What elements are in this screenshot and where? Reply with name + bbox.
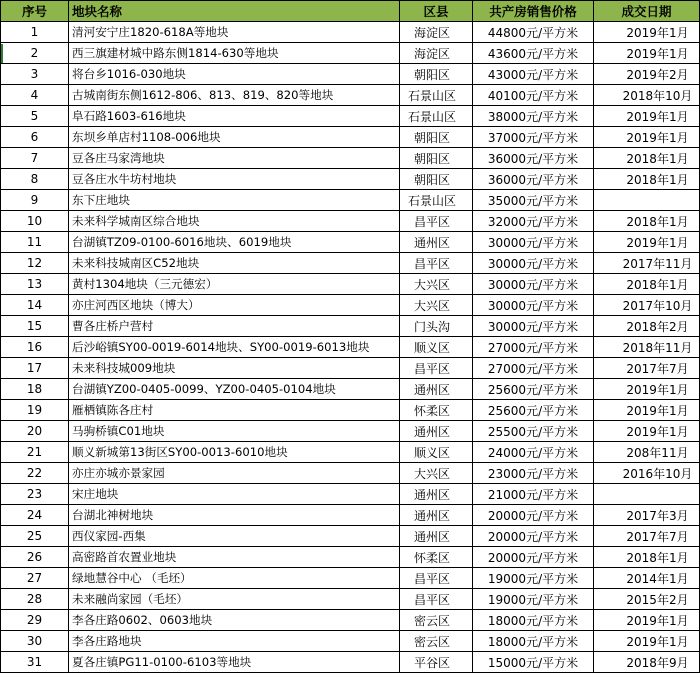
header-name[interactable]: 地块名称	[69, 1, 400, 22]
cell-date[interactable]: 2018年9月	[594, 652, 700, 673]
cell-name[interactable]: 台湖镇YZ00-0405-0099、YZ00-0405-0104地块	[69, 379, 400, 400]
cell-district[interactable]: 昌平区	[400, 253, 473, 274]
cell-district[interactable]: 大兴区	[400, 295, 473, 316]
cell-date[interactable]: 2017年7月	[594, 526, 700, 547]
cell-name[interactable]: 曹各庄桥户营村	[69, 316, 400, 337]
cell-name[interactable]: 豆各庄水牛坊村地块	[69, 169, 400, 190]
cell-date[interactable]: 2018年1月	[594, 148, 700, 169]
cell-seq[interactable]: 18	[1, 379, 69, 400]
cell-seq[interactable]: 7	[1, 148, 69, 169]
cell-name[interactable]: 西仪家园-西集	[69, 526, 400, 547]
cell-price[interactable]: 30000元/平方米	[473, 232, 594, 253]
cell-district[interactable]: 朝阳区	[400, 169, 473, 190]
cell-price[interactable]: 18000元/平方米	[473, 610, 594, 631]
cell-seq[interactable]: 20	[1, 421, 69, 442]
cell-district[interactable]: 通州区	[400, 505, 473, 526]
cell-district[interactable]: 顺义区	[400, 337, 473, 358]
cell-seq[interactable]: 17	[1, 358, 69, 379]
table-row	[1, 295, 700, 316]
cell-district[interactable]: 顺义区	[400, 442, 473, 463]
cell-district[interactable]: 海淀区	[400, 22, 473, 43]
cell-date[interactable]: 2017年10月	[594, 295, 700, 316]
table-row	[1, 400, 700, 421]
table-row	[1, 568, 700, 589]
cell-date[interactable]: 208年11月	[594, 442, 700, 463]
cell-seq[interactable]: 3	[1, 64, 69, 85]
cell-name[interactable]: 未来科技城南区C52地块	[69, 253, 400, 274]
cell-name[interactable]: 清河安宁庄1820-618A等地块	[69, 22, 400, 43]
cell-seq[interactable]: 10	[1, 211, 69, 232]
cell-seq[interactable]: 12	[1, 253, 69, 274]
cell-date[interactable]: 2017年11月	[594, 253, 700, 274]
header-district[interactable]: 区县	[400, 1, 473, 22]
cell-name[interactable]: 未来科学城南区综合地块	[69, 211, 400, 232]
cell-price[interactable]: 30000元/平方米	[473, 274, 594, 295]
cell-district[interactable]: 石景山区	[400, 106, 473, 127]
cell-name[interactable]: 古城南街东侧1612-806、813、819、820等地块	[69, 85, 400, 106]
cell-seq[interactable]: 26	[1, 547, 69, 568]
cell-district[interactable]: 通州区	[400, 526, 473, 547]
cell-price[interactable]: 40100元/平方米	[473, 85, 594, 106]
table-row	[1, 631, 700, 652]
cell-seq[interactable]: 4	[1, 85, 69, 106]
table-row	[1, 148, 700, 169]
cell-name[interactable]: 李各庄路地块	[69, 631, 400, 652]
table-row	[1, 505, 700, 526]
cell-district[interactable]: 密云区	[400, 631, 473, 652]
cell-price[interactable]: 25500元/平方米	[473, 421, 594, 442]
cell-seq[interactable]: 28	[1, 589, 69, 610]
table-row	[1, 421, 700, 442]
cell-price[interactable]: 20000元/平方米	[473, 505, 594, 526]
cell-price[interactable]: 38000元/平方米	[473, 106, 594, 127]
cell-seq[interactable]: 21	[1, 442, 69, 463]
cell-district[interactable]: 石景山区	[400, 190, 473, 211]
header-price[interactable]: 共产房销售价格	[473, 1, 594, 22]
cell-seq[interactable]: 9	[1, 190, 69, 211]
table-row	[1, 379, 700, 400]
cell-district[interactable]: 海淀区	[400, 43, 473, 64]
cell-seq[interactable]: 1	[1, 22, 69, 43]
table-row	[1, 253, 700, 274]
table-row	[1, 358, 700, 379]
cell-district[interactable]: 密云区	[400, 610, 473, 631]
table-row	[1, 64, 700, 85]
cell-district[interactable]: 门头沟	[400, 316, 473, 337]
table-row	[1, 274, 700, 295]
cell-name[interactable]: 宋庄地块	[69, 484, 400, 505]
cell-name[interactable]: 雁栖镇陈各庄村	[69, 400, 400, 421]
table-row	[1, 106, 700, 127]
cell-name[interactable]: 高密路首农置业地块	[69, 547, 400, 568]
table-row	[1, 526, 700, 547]
cell-district[interactable]: 昌平区	[400, 358, 473, 379]
cell-district[interactable]: 大兴区	[400, 463, 473, 484]
cell-name[interactable]: 亦庄亦城亦景家园	[69, 463, 400, 484]
cell-seq[interactable]: 13	[1, 274, 69, 295]
cell-name[interactable]: 黄村1304地块（三元德宏）	[69, 274, 400, 295]
cell-price[interactable]: 43000元/平方米	[473, 64, 594, 85]
cell-date[interactable]: 2018年1月	[594, 274, 700, 295]
cell-seq[interactable]: 27	[1, 568, 69, 589]
cell-seq[interactable]: 22	[1, 463, 69, 484]
cell-price[interactable]: 37000元/平方米	[473, 127, 594, 148]
cell-date[interactable]: 2015年2月	[594, 589, 700, 610]
table-row	[1, 190, 700, 211]
table-row	[1, 463, 700, 484]
table-row	[1, 589, 700, 610]
cell-price[interactable]: 30000元/平方米	[473, 295, 594, 316]
cell-date[interactable]: 2016年10月	[594, 463, 700, 484]
table-row	[1, 211, 700, 232]
cell-district[interactable]: 怀柔区	[400, 400, 473, 421]
cell-date[interactable]: 2018年1月	[594, 169, 700, 190]
cell-date[interactable]: 2019年1月	[594, 400, 700, 421]
cell-date[interactable]	[594, 484, 700, 505]
cell-price[interactable]: 32000元/平方米	[473, 211, 594, 232]
cell-price[interactable]: 23000元/平方米	[473, 463, 594, 484]
table-row	[1, 22, 700, 43]
cell-seq[interactable]: 8	[1, 169, 69, 190]
cell-price[interactable]: 44800元/平方米	[473, 22, 594, 43]
cell-date[interactable]: 2019年1月	[594, 379, 700, 400]
cell-price[interactable]: 36000元/平方米	[473, 169, 594, 190]
cell-date[interactable]: 2019年2月	[594, 64, 700, 85]
header-seq[interactable]: 序号	[1, 1, 69, 22]
cell-date[interactable]: 2017年7月	[594, 358, 700, 379]
cell-name[interactable]: 台湖镇TZ09-0100-6016地块、6019地块	[69, 232, 400, 253]
table-row	[1, 232, 700, 253]
cell-district[interactable]: 怀柔区	[400, 547, 473, 568]
cell-seq[interactable]: 19	[1, 400, 69, 421]
cell-district[interactable]: 通州区	[400, 484, 473, 505]
header-row	[1, 1, 700, 22]
cell-price[interactable]: 24000元/平方米	[473, 442, 594, 463]
cell-district[interactable]: 昌平区	[400, 211, 473, 232]
cell-district[interactable]: 通州区	[400, 421, 473, 442]
cell-name[interactable]: 未来融尚家园（毛坯）	[69, 589, 400, 610]
cell-price[interactable]: 36000元/平方米	[473, 148, 594, 169]
cell-seq[interactable]: 23	[1, 484, 69, 505]
cell-district[interactable]: 平谷区	[400, 652, 473, 673]
table-row	[1, 43, 700, 64]
cell-price[interactable]: 30000元/平方米	[473, 253, 594, 274]
header-date[interactable]: 成交日期	[594, 1, 700, 22]
table-body	[1, 22, 700, 673]
table-row	[1, 484, 700, 505]
cell-price[interactable]: 20000元/平方米	[473, 547, 594, 568]
cell-seq[interactable]: 14	[1, 295, 69, 316]
cell-district[interactable]: 朝阳区	[400, 148, 473, 169]
cell-date[interactable]: 2018年11月	[594, 337, 700, 358]
cell-price[interactable]: 18000元/平方米	[473, 631, 594, 652]
cell-date[interactable]: 2019年1月	[594, 232, 700, 253]
cell-price[interactable]: 21000元/平方米	[473, 484, 594, 505]
cell-name[interactable]: 绿地慧谷中心 （毛坯）	[69, 568, 400, 589]
cell-district[interactable]: 大兴区	[400, 274, 473, 295]
cell-date[interactable]: 2019年1月	[594, 127, 700, 148]
cell-seq[interactable]: 6	[1, 127, 69, 148]
cell-date[interactable]: 2018年10月	[594, 85, 700, 106]
table-row	[1, 316, 700, 337]
cell-price[interactable]: 25600元/平方米	[473, 400, 594, 421]
cell-district[interactable]: 通州区	[400, 232, 473, 253]
cell-name[interactable]: 东坝乡单店村1108-006地块	[69, 127, 400, 148]
cell-district[interactable]: 朝阳区	[400, 127, 473, 148]
table-row	[1, 442, 700, 463]
cell-seq[interactable]: 11	[1, 232, 69, 253]
table-row	[1, 127, 700, 148]
table-row	[1, 610, 700, 631]
cell-name[interactable]: 台湖北神树地块	[69, 505, 400, 526]
cell-date[interactable]: 2019年1月	[594, 631, 700, 652]
cell-price[interactable]: 27000元/平方米	[473, 337, 594, 358]
cell-name[interactable]: 马驹桥镇C01地块	[69, 421, 400, 442]
cell-district[interactable]: 石景山区	[400, 85, 473, 106]
cell-seq[interactable]: 16	[1, 337, 69, 358]
cell-seq[interactable]: 24	[1, 505, 69, 526]
cell-seq[interactable]: 30	[1, 631, 69, 652]
cell-date[interactable]: 2018年2月	[594, 316, 700, 337]
cell-seq[interactable]: 31	[1, 652, 69, 673]
cell-date[interactable]	[594, 190, 700, 211]
cell-price[interactable]: 15000元/平方米	[473, 652, 594, 673]
cell-price[interactable]: 20000元/平方米	[473, 526, 594, 547]
cell-date[interactable]: 2019年1月	[594, 610, 700, 631]
cell-date[interactable]: 2018年1月	[594, 547, 700, 568]
cell-date[interactable]: 2019年1月	[594, 421, 700, 442]
cell-name[interactable]: 夏各庄镇PG11-0100-6103等地块	[69, 652, 400, 673]
cell-price[interactable]: 19000元/平方米	[473, 568, 594, 589]
cell-date[interactable]: 2014年1月	[594, 568, 700, 589]
cell-district[interactable]: 朝阳区	[400, 64, 473, 85]
cell-district[interactable]: 昌平区	[400, 568, 473, 589]
cell-name[interactable]: 阜石路1603-616地块	[69, 106, 400, 127]
cell-seq[interactable]: 5	[1, 106, 69, 127]
cell-seq[interactable]: 25	[1, 526, 69, 547]
cell-name[interactable]: 李各庄路0602、0603地块	[69, 610, 400, 631]
cell-name[interactable]: 未来科技城009地块	[69, 358, 400, 379]
cell-date[interactable]: 2018年1月	[594, 211, 700, 232]
cell-price[interactable]: 27000元/平方米	[473, 358, 594, 379]
cell-name[interactable]: 西三旗建材城中路东侧1814-630等地块	[69, 43, 400, 64]
table-row	[1, 547, 700, 568]
cell-seq[interactable]: 15	[1, 316, 69, 337]
table-row	[1, 85, 700, 106]
cell-district[interactable]: 通州区	[400, 379, 473, 400]
table-row	[1, 652, 700, 673]
selected-row-marker	[1, 44, 3, 63]
cell-district[interactable]: 昌平区	[400, 589, 473, 610]
cell-date[interactable]: 2019年1月	[594, 43, 700, 64]
cell-name[interactable]: 后沙峪镇SY00-0019-6014地块、SY00-0019-6013地块	[69, 337, 400, 358]
table-row	[1, 169, 700, 190]
cell-name[interactable]: 亦庄河西区地块（博大）	[69, 295, 400, 316]
cell-seq[interactable]: 29	[1, 610, 69, 631]
cell-date[interactable]: 2017年3月	[594, 505, 700, 526]
cell-date[interactable]: 2019年1月	[594, 106, 700, 127]
cell-name[interactable]: 将台乡1016-030地块	[69, 64, 400, 85]
cell-price[interactable]: 25600元/平方米	[473, 379, 594, 400]
cell-seq[interactable]: 2	[1, 43, 69, 64]
cell-name[interactable]: 东下庄地块	[69, 190, 400, 211]
table-row	[1, 337, 700, 358]
cell-price[interactable]: 35000元/平方米	[473, 190, 594, 211]
cell-price[interactable]: 19000元/平方米	[473, 589, 594, 610]
cell-price[interactable]: 30000元/平方米	[473, 316, 594, 337]
cell-name[interactable]: 顺义新城第13街区SY00-0013-6010地块	[69, 442, 400, 463]
cell-name[interactable]: 豆各庄马家湾地块	[69, 148, 400, 169]
cell-price[interactable]: 43600元/平方米	[473, 43, 594, 64]
cell-date[interactable]: 2019年1月	[594, 22, 700, 43]
